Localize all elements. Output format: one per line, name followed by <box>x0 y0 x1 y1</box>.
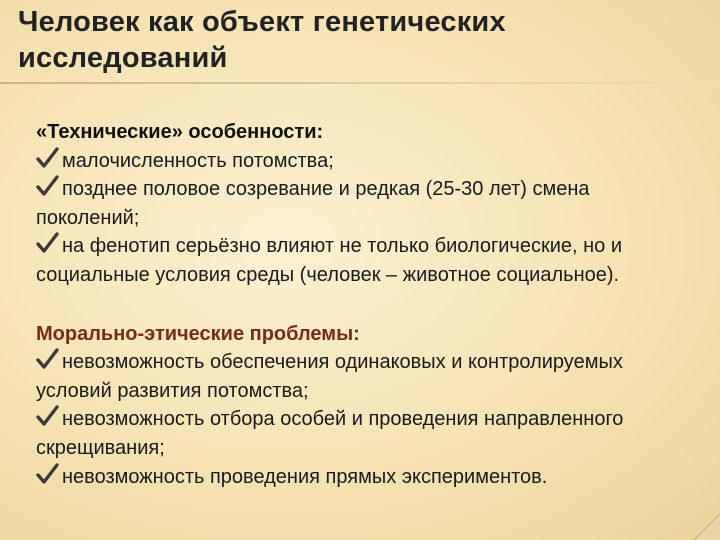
checkmark-icon <box>36 175 59 197</box>
slide-title: Человек как объект генетических исследований <box>18 6 506 74</box>
list-item <box>36 463 696 492</box>
checkmark-icon <box>36 463 59 485</box>
list-item <box>36 147 696 176</box>
list-item-text: невозможность отбора особей и проведения направленного скрещивания; <box>36 408 624 459</box>
checkmark-icon <box>36 405 59 427</box>
list-item-text: на фенотип серьёзно влияют не только биологические, но и социальные условия среды (человек – животное социальное). <box>36 235 623 286</box>
corner-decoration-icon <box>688 508 720 540</box>
section-heading-technical: «Технические» особенности: <box>36 121 324 143</box>
list-item <box>36 232 696 289</box>
list-item <box>36 348 696 405</box>
list-item <box>36 405 696 462</box>
checkmark-icon <box>36 232 59 254</box>
title-divider <box>0 82 720 84</box>
list-item-text: невозможность обеспечения одинаковых и контролируемых условий развития потомства; <box>36 351 623 402</box>
list-item <box>36 175 696 232</box>
checkmark-icon <box>36 348 59 370</box>
section-heading-ethical: Морально-этические проблемы: <box>36 322 360 345</box>
list-item-text: малочисленность потомства; <box>62 149 334 172</box>
section-spacer <box>36 290 696 320</box>
list-item-text: невозможность проведения прямых экспериментов. <box>62 465 548 488</box>
slide-body <box>36 118 696 491</box>
checkmark-icon <box>36 147 59 169</box>
list-item-text: позднее половое созревание и редкая (25-30 лет) смена поколений; <box>36 178 590 229</box>
